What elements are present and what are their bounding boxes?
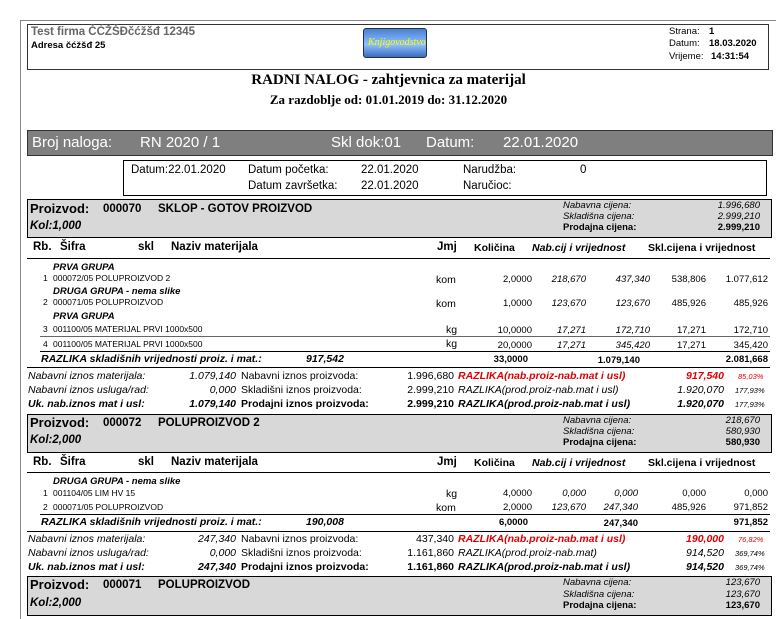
product-qty: Kol:2,000 (30, 597, 82, 609)
sum-label: RAZLIKA(prod.proiz-nab.mat i usl) (458, 561, 631, 573)
sum-percent: 369,74% (735, 563, 765, 572)
row-storage-price: 485,926 (671, 502, 706, 513)
order-date-label: Datum: (426, 134, 475, 151)
row-purchase-price: 0,000 (562, 488, 586, 499)
sum-label: Prodajni iznos proizvoda: (241, 398, 369, 410)
product-qty: Kol:2,000 (30, 434, 82, 446)
sale-price-label: Prodajna cijena: (563, 600, 637, 611)
col-sifra: Šifra (60, 241, 86, 253)
purchase-price-label: Nabavna cijena: (563, 200, 632, 211)
row-storage-value: 345,420 (733, 340, 768, 351)
storage-price-label: Skladišna cijena: (563, 589, 635, 600)
row-divider (40, 336, 770, 337)
difference-value: 190,008 (306, 516, 344, 528)
sum-value: 1.996,680 (407, 370, 454, 382)
sum-value: 917,540 (686, 370, 724, 382)
sum-label: Nabavni iznos usluga/rad: (28, 547, 149, 559)
product-name: POLUPROIZVOD (158, 579, 251, 591)
sum-value: 1.079,140 (189, 398, 236, 410)
row-rb: 4 (43, 339, 48, 349)
row-jmj: kg (446, 488, 458, 500)
row-qty: 10,0000 (497, 325, 532, 336)
sum-label: RAZLIKA(nab.proiz-nab.mat i usl) (458, 370, 626, 382)
product-code: 000072 (103, 417, 142, 429)
sum-value: 1.161,860 (407, 547, 454, 559)
sum-label: RAZLIKA(prod.proiz-nab.mat i usl) (458, 384, 619, 396)
sum-percent: 76,82% (738, 535, 764, 544)
sum-percent: 177,93% (735, 400, 765, 409)
sum-value: 2.999,210 (407, 398, 454, 410)
total-storage-value: 2.081,668 (725, 354, 768, 365)
col-rb: Rb. (33, 456, 52, 468)
row-rb: 2 (43, 502, 48, 512)
row-storage-value: 485,926 (733, 298, 768, 309)
skl-dok: Skl dok:01 (331, 134, 402, 151)
page-label: Strana: (669, 26, 700, 37)
col-nab: Nab.cij i vrijednost (532, 457, 626, 469)
row-qty: 1,0000 (502, 298, 532, 309)
purchase-price: 218,670 (725, 415, 760, 426)
col-jmj: Jmj (437, 456, 457, 468)
sale-price: 123,670 (725, 600, 760, 611)
row-purchase-value: 123,670 (615, 298, 650, 309)
row-purchase-price: 218,670 (551, 274, 586, 285)
storage-price: 123,670 (725, 589, 760, 600)
sum-value: 2.999,210 (407, 384, 454, 396)
col-skl: skl (138, 456, 154, 468)
total-purchase-value: 1.079,140 (597, 355, 640, 366)
purchase-price-label: Nabavna cijena: (563, 577, 632, 588)
row-text: 001100/05 MATERIJAL PRVI 1000x500 (53, 339, 203, 349)
storage-price-label: Skladišna cijena: (563, 426, 635, 437)
print-time: 14:31:54 (711, 51, 750, 62)
order-number: RN 2020 / 1 (140, 134, 221, 151)
product-label: Proizvod: (30, 577, 90, 592)
sale-price: 2.999,210 (717, 222, 760, 233)
totals-divider (40, 514, 770, 515)
product-label: Proizvod: (30, 415, 90, 430)
row-purchase-value: 0,000 (614, 488, 638, 499)
difference-label: RAZLIKA skladišnih vrijednosti proiz. i mat.: (41, 353, 262, 365)
row-rb: 3 (43, 324, 48, 334)
col-skl-cijena: Skl.cijena i vrijednost (648, 242, 756, 254)
sum-value: 247,340 (198, 561, 236, 573)
summary-divider (27, 367, 770, 368)
storage-price: 2.999,210 (717, 211, 760, 222)
row-text: 001104/05 LIM HV 15 (53, 488, 136, 498)
col-jmj: Jmj (437, 241, 457, 253)
total-qty: 6,0000 (498, 517, 528, 528)
row-storage-value: 1.077,612 (725, 274, 768, 285)
sum-percent: 177,93% (735, 386, 765, 395)
row-text: 000071/05 POLUPROIZVOD (53, 297, 164, 307)
product-qty: Kol:1,000 (30, 220, 82, 232)
col-naziv: Naziv materijala (171, 456, 258, 468)
row-purchase-price: 17,271 (556, 325, 586, 336)
row-jmj: kom (436, 298, 456, 310)
col-skl-cijena: Skl.cijena i vrijednost (648, 457, 756, 469)
row-storage-price: 485,926 (671, 298, 706, 309)
sum-value: 1.161,860 (407, 561, 454, 573)
order-ref: 0 (580, 164, 587, 176)
sum-value: 0,000 (209, 384, 236, 396)
column-divider (27, 258, 770, 259)
sale-price-label: Prodajna cijena: (563, 437, 637, 448)
report-period: Za razdoblje od: 01.01.2019 do: 31.12.2020 (269, 92, 508, 107)
product-name: POLUPROIZVOD 2 (158, 417, 260, 429)
start-date-label: Datum početka: (248, 164, 329, 176)
company-logo (363, 28, 427, 58)
time-label: Vrijeme: (669, 51, 704, 62)
sum-value: 1.079,140 (189, 370, 236, 382)
sum-label: Uk. nab.iznos mat i usl: (28, 398, 145, 410)
row-purchase-value: 345,420 (615, 340, 650, 351)
row-storage-value: 0,000 (744, 488, 768, 499)
sum-label: RAZLIKA(prod.proiz-nab.mat i usl) (458, 398, 631, 410)
group-name: DRUGA GRUPA - nema slike (53, 286, 181, 297)
row-text: 000072/05 POLUPROIZVOD 2 (53, 273, 171, 283)
sum-label: Uk. nab.iznos mat i usl: (28, 561, 145, 573)
row-purchase-price: 17,271 (556, 340, 586, 351)
sum-label: Skladišni iznos proizvoda: (241, 384, 362, 396)
row-rb: 1 (43, 273, 48, 283)
sale-price-label: Prodajna cijena: (563, 222, 637, 233)
sum-value: 1.920,070 (677, 384, 724, 396)
row-storage-price: 17,271 (676, 340, 706, 351)
end-date: 22.01.2020 (361, 180, 419, 192)
sum-value: 914,520 (686, 547, 724, 559)
row-purchase-price: 123,670 (551, 502, 586, 513)
storage-price-label: Skladišna cijena: (563, 211, 635, 222)
sum-percent: 85,03% (738, 372, 764, 381)
sum-label: Nabavni iznos proizvoda: (241, 370, 359, 382)
purchase-price: 123,670 (725, 577, 760, 588)
start-date: 22.01.2020 (361, 164, 419, 176)
sum-value: 437,340 (416, 533, 454, 545)
difference-value: 917,542 (306, 353, 344, 365)
row-qty: 2,0000 (502, 502, 532, 513)
row-storage-value: 971,852 (733, 502, 768, 513)
sum-label: Prodajni iznos proizvoda: (241, 561, 369, 573)
group-name: PRVA GRUPA (53, 311, 115, 322)
sum-label: Nabavni iznos usluga/rad: (28, 384, 149, 396)
sum-label: RAZLIKA(prod.proiz-nab.mat) (458, 547, 597, 559)
col-rb: Rb. (33, 241, 52, 253)
sum-value: 914,520 (686, 561, 724, 573)
col-kolicina: Količina (474, 242, 515, 254)
sum-label: Skladišni iznos proizvoda: (241, 547, 362, 559)
order-ref-label: Narudžba: (463, 164, 517, 176)
order-date: 22.01.2020 (503, 134, 579, 151)
date-label: Datum: (669, 38, 700, 49)
product-label: Proizvod: (30, 201, 90, 216)
sum-label: Nabavni iznos materijala: (28, 370, 146, 382)
storage-price: 580,930 (725, 426, 760, 437)
total-qty: 33,0000 (493, 354, 528, 365)
product-name: SKLOP - GOTOV PROIZVOD (158, 203, 313, 215)
row-purchase-price: 123,670 (551, 298, 586, 309)
sale-price: 580,930 (725, 437, 760, 448)
page-number: 1 (709, 26, 715, 37)
sum-value: 190,000 (686, 533, 724, 545)
row-purchase-value: 247,340 (603, 502, 638, 513)
row-storage-price: 538,806 (671, 274, 706, 285)
product-code: 000070 (103, 203, 142, 215)
row-qty: 2,0000 (502, 274, 532, 285)
group-name: DRUGA GRUPA - nema slike (53, 476, 181, 487)
row-text: 000071/05 POLUPROIZVOD (53, 502, 164, 512)
end-date-label: Datum završetka: (248, 180, 338, 192)
row-storage-value: 172,710 (733, 325, 768, 336)
sum-label: Nabavni iznos proizvoda: (241, 533, 359, 545)
client-label: Naručioc: (463, 180, 512, 192)
row-qty: 4,0000 (502, 488, 532, 499)
group-name: PRVA GRUPA (53, 262, 115, 273)
row-jmj: kg (446, 338, 458, 350)
col-skl: skl (138, 241, 154, 253)
purchase-price: 1.996,680 (717, 200, 760, 211)
order-number-label: Broj naloga: (32, 134, 113, 151)
col-kolicina: Količina (474, 457, 515, 469)
product-code: 000071 (103, 579, 142, 591)
info-date: Datum:22.01.2020 (131, 164, 226, 176)
total-storage-value: 971,852 (733, 517, 768, 528)
company-address: Adresa čćžšđ 25 (31, 40, 106, 51)
purchase-price-label: Nabavna cijena: (563, 415, 632, 426)
row-text: 001100/05 MATERIJAL PRVI 1000x500 (53, 324, 203, 334)
row-purchase-value: 172,710 (615, 325, 650, 336)
sum-value: 1.920,070 (677, 398, 724, 410)
sum-percent: 369,74% (735, 549, 765, 558)
summary-divider (27, 531, 770, 532)
print-date: 18.03.2020 (709, 38, 757, 49)
row-storage-price: 17,271 (676, 325, 706, 336)
row-rb: 2 (43, 297, 48, 307)
row-jmj: kom (436, 502, 456, 514)
sum-label: RAZLIKA(nab.proiz-nab.mat i usl) (458, 533, 626, 545)
logo-text: Knjigovodstvo (368, 37, 426, 48)
row-jmj: kg (446, 324, 458, 336)
totals-divider (40, 351, 770, 352)
difference-label: RAZLIKA skladišnih vrijednosti proiz. i mat.: (41, 516, 262, 528)
col-sifra: Šifra (60, 456, 86, 468)
company-name: Test firma ČĆŽŠĐčćžšđ 12345 (31, 26, 196, 38)
row-jmj: kom (436, 274, 456, 286)
row-qty: 20,0000 (497, 340, 532, 351)
col-naziv: Naziv materijala (171, 241, 258, 253)
page-frame (20, 20, 776, 619)
row-purchase-value: 437,340 (615, 274, 650, 285)
row-rb: 1 (43, 488, 48, 498)
report-title: RADNI NALOG - zahtjevnica za materijal (251, 72, 526, 88)
col-nab: Nab.cij i vrijednost (532, 242, 626, 254)
sum-label: Nabavni iznos materijala: (28, 533, 146, 545)
row-storage-price: 0,000 (682, 488, 706, 499)
sum-value: 0,000 (209, 547, 236, 559)
sum-value: 247,340 (198, 533, 236, 545)
column-divider (27, 472, 770, 473)
total-purchase-value: 247,340 (603, 518, 638, 529)
